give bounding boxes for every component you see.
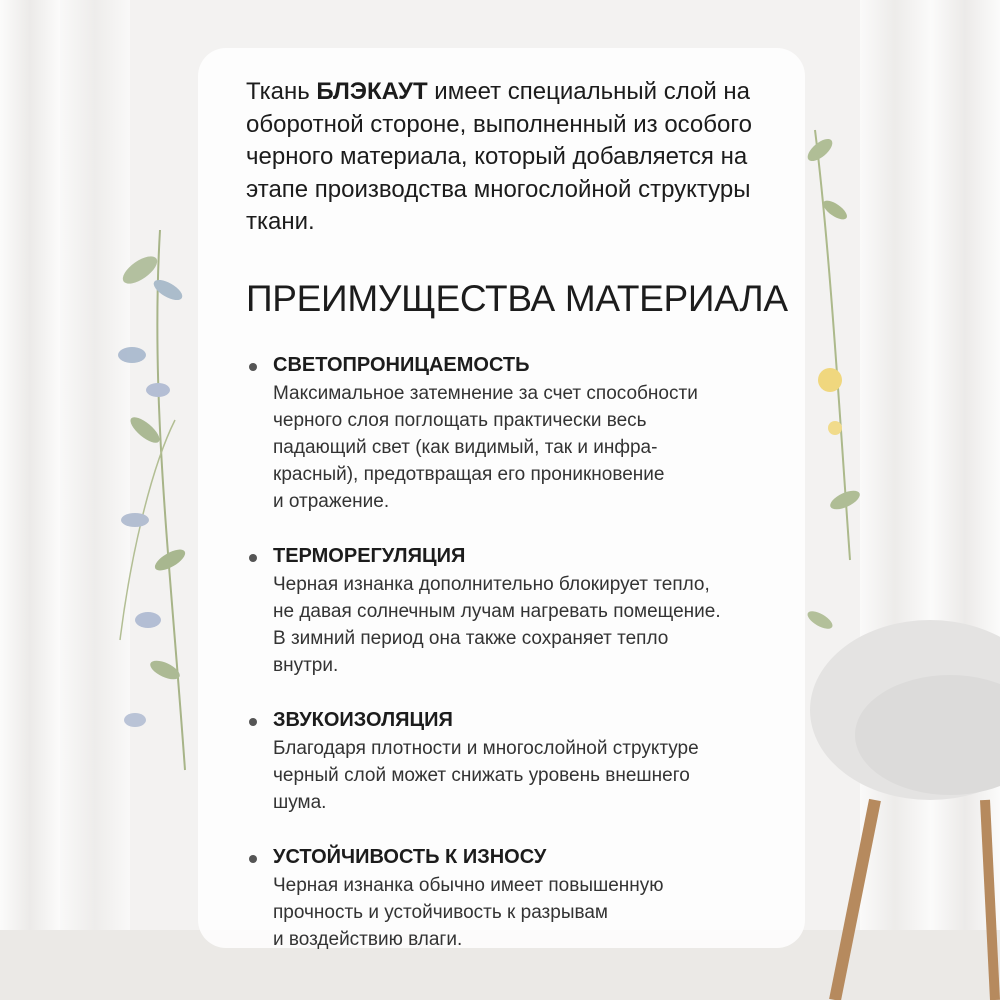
intro-paragraph bbox=[246, 76, 766, 239]
feature-description: Максимальное затемнение за счет способности черного слоя поглощать практически весь падающий свет (как видимый, так и инфра- красный), предотвращая его проникновение и отражение. bbox=[273, 382, 698, 512]
feature-description: Черная изнанка дополнительно блокирует тепло, не давая солнечным лучам нагревать помещение. В зимний период она также сохраняет тепло внутри. bbox=[273, 573, 721, 676]
list-item bbox=[246, 542, 805, 679]
feature-title: ЗВУКОИЗОЛЯЦИЯ bbox=[273, 708, 453, 731]
intro-text-after: имеет специальный слой на оборотной стороне, выполненный из особого черного материала, который добавляется на этапе производства многослойной структуры ткани. bbox=[246, 78, 752, 235]
section-heading: ПРЕИМУЩЕСТВА МАТЕРИАЛА bbox=[246, 277, 788, 319]
intro-text-bold: БЛЭКАУТ bbox=[316, 78, 428, 105]
feature-list bbox=[246, 351, 805, 953]
list-item bbox=[246, 843, 805, 953]
feature-title: ТЕРМОРЕГУЛЯЦИЯ bbox=[273, 544, 466, 567]
list-item bbox=[246, 706, 805, 816]
feature-description: Благодаря плотности и многослойной структуре черный слой может снижать уровень внешнего шума. bbox=[273, 737, 699, 813]
feature-title: СВЕТОПРОНИЦАЕМОСТЬ bbox=[273, 353, 530, 376]
feature-description: Черная изнанка обычно имеет повышенную прочность и устойчивость к разрывам и воздействию влаги. bbox=[273, 874, 664, 950]
bullet-icon bbox=[249, 554, 257, 562]
info-panel bbox=[198, 48, 805, 948]
bullet-icon bbox=[249, 855, 257, 863]
list-item bbox=[246, 351, 805, 515]
bullet-icon bbox=[249, 363, 257, 371]
intro-text-before: Ткань bbox=[246, 78, 317, 105]
feature-title: УСТОЙЧИВОСТЬ К ИЗНОСУ bbox=[273, 845, 547, 868]
bullet-icon bbox=[249, 718, 257, 726]
